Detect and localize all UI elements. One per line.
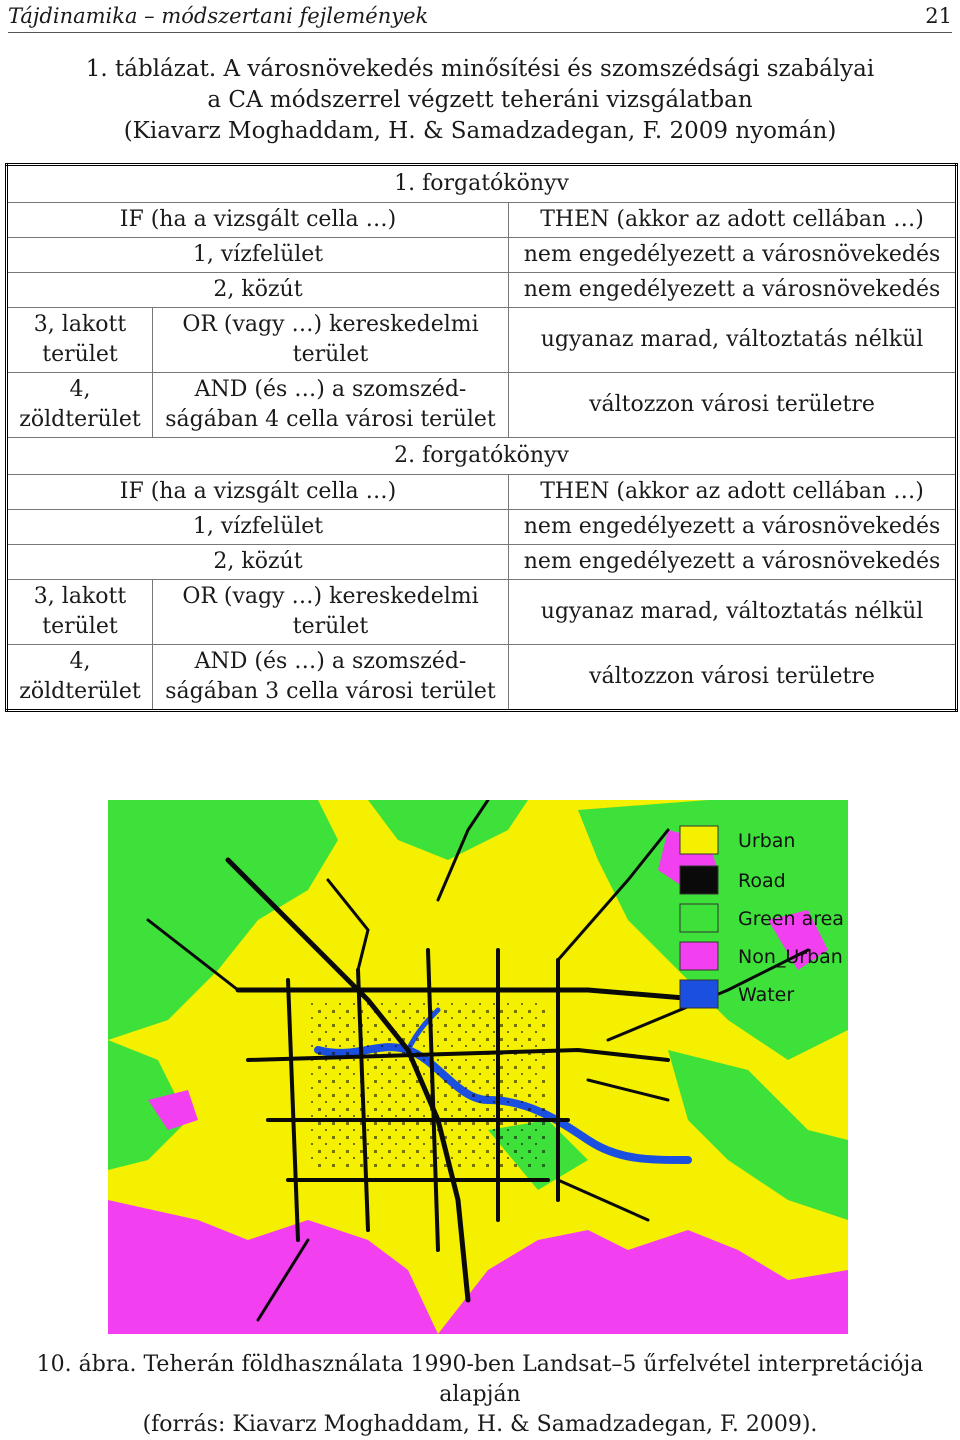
figure-caption-line: 10. ábra. Teherán földhasználata 1990-ben Landsat–5 űrfelvétel interpretációja alapján xyxy=(36,1352,924,1407)
then-header: THEN (akkor az adott cellában …) xyxy=(509,203,957,238)
table-row xyxy=(7,238,957,273)
result-cell: ugyanaz marad, változtatás nélkül xyxy=(509,308,957,373)
land-use-map xyxy=(108,800,848,1334)
table-row xyxy=(7,475,957,510)
if-header: IF (ha a vizsgált cella …) xyxy=(7,203,509,238)
page-number: 21 xyxy=(925,4,952,28)
legend-label-road: Road xyxy=(738,870,786,892)
running-header xyxy=(8,4,952,33)
condition-cell: 1, vízfelület xyxy=(7,238,509,273)
result-cell: nem engedélyezett a városnövekedés xyxy=(509,545,957,580)
table-row xyxy=(7,165,957,203)
condition-line: terület xyxy=(292,342,369,367)
land-class-line: zöldterület xyxy=(19,407,141,432)
condition-cell: 1, vízfelület xyxy=(7,510,509,545)
figure-caption-line: (forrás: Kiavarz Moghaddam, H. & Samadzadegan, F. 2009). xyxy=(142,1412,818,1437)
land-class-cell xyxy=(7,580,153,645)
scenario-title: 1. forgatókönyv xyxy=(7,165,957,203)
condition-line: AND (és …) a szomszéd- xyxy=(194,377,467,402)
result-cell: nem engedélyezett a városnövekedés xyxy=(509,510,957,545)
land-class-cell xyxy=(7,645,153,711)
land-class-line: terület xyxy=(42,614,118,639)
scenario-title: 2. forgatókönyv xyxy=(7,438,957,475)
legend-swatch-road xyxy=(680,866,718,894)
condition-cell xyxy=(153,580,509,645)
table-row xyxy=(7,438,957,475)
result-cell: változzon városi területre xyxy=(509,645,957,711)
condition-cell: 2, közút xyxy=(7,273,509,308)
figure-caption xyxy=(0,1350,960,1440)
table-row xyxy=(7,203,957,238)
table-caption xyxy=(0,54,960,147)
land-class-line: zöldterület xyxy=(19,679,141,704)
condition-cell: 2, közút xyxy=(7,545,509,580)
legend-swatch-green-area xyxy=(680,904,718,932)
legend-swatch-non-urban xyxy=(680,942,718,970)
running-title: Tájdinamika – módszertani fejlemények xyxy=(8,4,429,28)
table-row xyxy=(7,273,957,308)
if-header: IF (ha a vizsgált cella …) xyxy=(7,475,509,510)
table-row xyxy=(7,645,957,711)
table-caption-line: a CA módszerrel végzett teheráni vizsgálatban xyxy=(207,87,753,113)
legend-swatch-water xyxy=(680,980,718,1008)
table-row xyxy=(7,580,957,645)
legend-label-urban: Urban xyxy=(738,830,796,852)
legend-label-water: Water xyxy=(738,984,795,1006)
condition-cell xyxy=(153,308,509,373)
condition-line: terület xyxy=(292,614,369,639)
result-cell: változzon városi területre xyxy=(509,373,957,438)
result-cell: nem engedélyezett a városnövekedés xyxy=(509,238,957,273)
condition-line: ságában 3 cella városi terület xyxy=(165,679,496,704)
table-row xyxy=(7,545,957,580)
table-row xyxy=(7,510,957,545)
land-class-line: 4, xyxy=(69,649,91,674)
condition-cell xyxy=(153,373,509,438)
condition-line: OR (vagy …) kereskedelmi xyxy=(182,584,479,609)
map-city-core xyxy=(308,1000,548,1170)
result-cell: ugyanaz marad, változtatás nélkül xyxy=(509,580,957,645)
table-row xyxy=(7,373,957,438)
table-caption-line: (Kiavarz Moghaddam, H. & Samadzadegan, F. 2009 nyomán) xyxy=(123,118,837,144)
land-use-map-svg xyxy=(108,800,848,1334)
then-header: THEN (akkor az adott cellában …) xyxy=(509,475,957,510)
land-class-line: 3, lakott xyxy=(33,584,127,609)
condition-cell xyxy=(153,645,509,711)
land-class-cell xyxy=(7,373,153,438)
land-class-line: 4, xyxy=(69,377,91,402)
land-class-line: 3, lakott xyxy=(33,312,127,337)
result-cell: nem engedélyezett a városnövekedés xyxy=(509,273,957,308)
condition-line: OR (vagy …) kereskedelmi xyxy=(182,312,479,337)
table-row xyxy=(7,308,957,373)
condition-line: AND (és …) a szomszéd- xyxy=(194,649,467,674)
land-class-line: terület xyxy=(42,342,118,367)
legend-label-green-area: Green area xyxy=(738,908,844,930)
rules-table xyxy=(5,163,958,712)
legend-swatch-urban xyxy=(680,826,718,854)
table-caption-line: 1. táblázat. A városnövekedés minősítési és szomszédsági szabályai xyxy=(85,56,875,82)
condition-line: ságában 4 cella városi terület xyxy=(165,407,496,432)
land-class-cell xyxy=(7,308,153,373)
legend-label-non-urban: Non_Urban xyxy=(738,946,843,968)
